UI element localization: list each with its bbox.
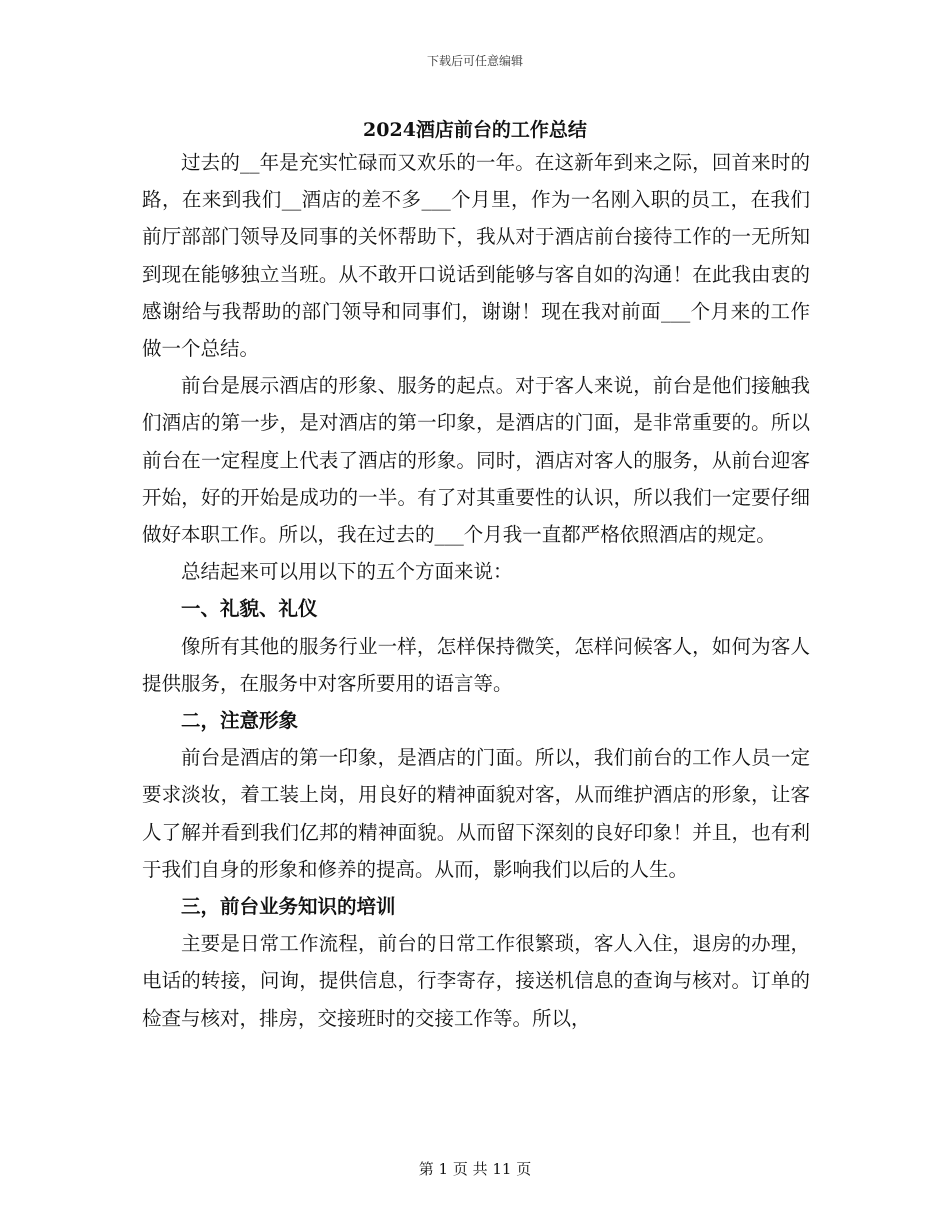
paragraph-etiquette: 像所有其他的服务行业一样，怎样保持微笑，怎样问候客人，如何为客人提供服务，在服务中对客所要用的语言等。 [142, 634, 810, 695]
paragraph-summary-lead: 总结起来可以用以下的五个方面来说： [181, 560, 513, 584]
page-header: 下载后可任意编辑 [426, 54, 523, 68]
paragraph-intro: 过去的__年是充实忙碌而又欢乐的一年。在这新年到来之际，回首来时的路，在来到我们__酒店的差不多___个月里，作为一名刚入职的员工，在我们前厅部部门领导及同事的关怀帮助下，我从对于酒店前台接待工作的一无所知到现在能够独立当班。从不敢开口说话到能够与客自如的沟通！在此我由衷的感谢给与我帮助的部门领导和同事们，谢谢！现在我对前面___个月来的工作做一个总结。 [142, 151, 810, 361]
section-heading-image: 二，注意形象 [181, 709, 299, 733]
page-footer: 第 1 页 共 11 页 [418, 1160, 532, 1178]
section-heading-etiquette: 一、礼貌、礼仪 [181, 597, 318, 621]
document-body [142, 144, 810, 1037]
section-heading-training: 三，前台业务知识的培训 [181, 895, 396, 919]
paragraph-front-desk-role: 前台是展示酒店的形象、服务的起点。对于客人来说，前台是他们接触我们酒店的第一步，是对酒店的第一印象，是酒店的门面，是非常重要的。所以前台在一定程度上代表了酒店的形象。同时，酒店对客人的服务，从前台迎客开始，好的开始是成功的一半。有了对其重要性的认识，所以我们一定要仔细做好本职工作。所以，我在过去的___个月我一直都严格依照酒店的规定。 [142, 374, 810, 547]
paragraph-training: 主要是日常工作流程，前台的日常工作很繁琐，客人入住，退房的办理，电话的转接，问询，提供信息，行李寄存，接送机信息的查询与核对。订单的检查与核对，排房，交接班时的交接工作等。所以， [142, 932, 810, 1030]
document-title: 2024酒店前台的工作总结 [363, 119, 587, 141]
paragraph-image: 前台是酒店的第一印象，是酒店的门面。所以，我们前台的工作人员一定要求淡妆，着工装上岗，用良好的精神面貌对客，从而维护酒店的形象，让客人了解并看到我们亿邦的精神面貌。从而留下深刻的良好印象！并且，也有利于我们自身的形象和修养的提高。从而，影响我们以后的人生。 [142, 746, 810, 881]
